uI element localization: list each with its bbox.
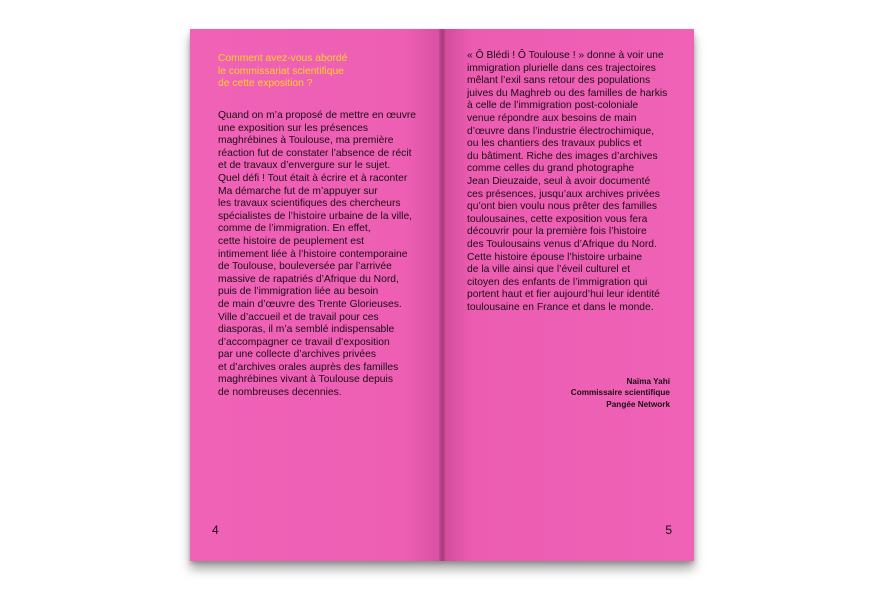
interview-question: Comment avez-vous abordé le commissariat scientifique de cette exposition ? <box>218 53 348 90</box>
signature-role: Commissaire scientifique <box>570 388 670 398</box>
signature-organization: Pangée Network <box>606 399 670 409</box>
booklet-spread <box>190 29 694 561</box>
page-number-right: 5 <box>665 523 672 537</box>
signature-block <box>571 376 670 410</box>
signature-name: Naïma Yahi <box>626 377 670 386</box>
page-number-left: 4 <box>212 523 219 537</box>
left-body-text: Quand on m’a proposé de mettre en œuvre une exposition sur les présences maghrébines à Toulouse, ma première réaction fut de constater l’absence de récit et de travaux d’envergure sur le sujet. Quel défi ! Tout était à écrire et à raconter Ma démarche fut de m’appuyer sur les travaux scientifiques des chercheurs spécialistes de l’histoire urbaine de la ville, comme de l’immigration. En effet, cette histoire de peuplement est intimement liée à l’histoire contemporaine de Toulouse, bouleversée par l’arrivée massive de rapatriés d’Afrique du Nord, puis de l’immigration liée au besoin de main d’œuvre des Trente Glorieuses. Ville d’accueil et de travail pour ces diasporas, il m’a semblé indispensable d’accompagner ce travail d’exposition par une collecte d’archives privées et d’archives orales auprès des familles maghrébines vivant à Toulouse depuis de nombreuses decennies. <box>218 110 417 399</box>
book-gutter <box>439 29 445 561</box>
left-page <box>190 29 442 561</box>
right-page <box>442 29 694 561</box>
right-body-text: « Ô Blédi ! Ô Toulouse ! » donne à voir une immigration plurielle dans ces trajectoires mêlant l’exil sans retour des populations juives du Maghreb ou des familles de harkis à celle de l’immigration post-coloniale venue répondre aux besoins de main d’œuvre dans l’industrie électrochimique, ou les chantiers des travaux publics et du bâtiment. Riche des images d’archives comme celles du grand photographe Jean Dieuzaide, seul à avoir documenté ces présences, jusqu’aux archives privées qu’ont bien voulu nous prêter des familles toulousaines, cette exposition vous fera découvrir pour la première fois l’histoire des Toulousains venus d’Afrique du Nord. Cette histoire épouse l’histoire urbaine de la ville ainsi que l’éveil culturel et citoyen des enfants de l’immigration qui portent haut et fier aujourd’hui leur identité toulousaine en France et dans le monde. <box>467 50 668 313</box>
